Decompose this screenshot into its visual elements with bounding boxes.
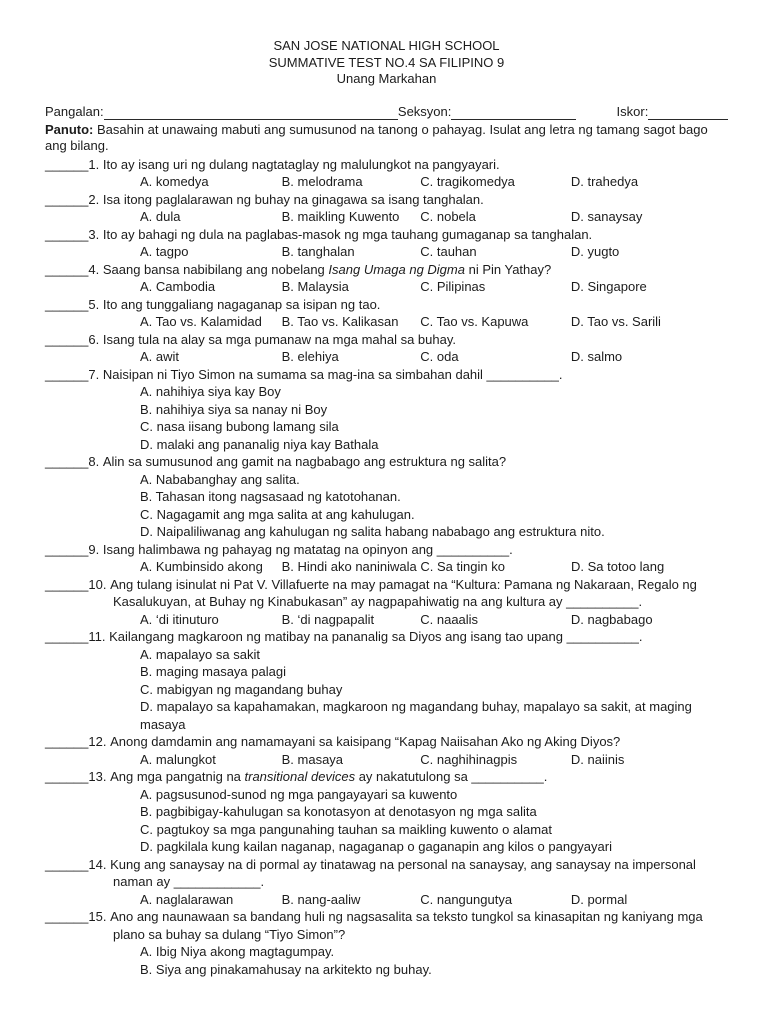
question-number: 2. [88, 191, 103, 207]
question-text: Anong damdamin ang namamayani sa kaisipang “Kapag Naiisahan Ako ng Aking Diyos? [110, 734, 621, 749]
question-text-line [45, 191, 728, 209]
option-d: D. Singapore [570, 279, 647, 294]
option-b: B. Hindi ako naniniwala [281, 559, 417, 574]
option-d: D. trahedya [570, 174, 639, 189]
answer-blank[interactable]: ______ [45, 156, 89, 172]
question-12 [45, 733, 728, 768]
options-row [45, 348, 728, 366]
options-row [45, 208, 728, 226]
option-c: C. Nagagamit ang mga salita at ang kahulugan. [140, 506, 415, 522]
answer-blank[interactable]: ______ [45, 366, 89, 382]
option-d: D. salmo [570, 349, 623, 364]
option-a: A. Nababanghay ang salita. [140, 471, 300, 487]
option-a: A. tagpo [140, 244, 189, 259]
instructions-label: Panuto: [45, 121, 94, 137]
question-number: 5. [88, 296, 103, 312]
question-text: Naisipan ni Tiyo Simon na sumama sa mag-ina sa simbahan dahil __________. [102, 366, 563, 382]
section-label: Seksyon: [397, 103, 452, 119]
question-number: 15. [88, 909, 111, 924]
option-b: B. Siya ang pinakamahusay na arkitekto ng buhay. [140, 961, 432, 977]
answer-blank[interactable]: ______ [45, 909, 89, 924]
name-blank-line[interactable] [104, 107, 398, 120]
option-a: A. awit [140, 349, 180, 364]
document-header [45, 38, 728, 88]
option-c: C. tauhan [420, 244, 477, 259]
section-blank-line[interactable] [451, 107, 575, 120]
options-row [45, 558, 728, 576]
option-c: C. Tao vs. Kapuwa [420, 314, 529, 329]
question-text: Ito ang tunggaliang nagaganap sa isipan ng tao. [102, 296, 381, 312]
school-name: SAN JOSE NATIONAL HIGH SCHOOL [273, 38, 500, 53]
question-5 [45, 296, 728, 331]
question-1 [45, 156, 728, 191]
question-9 [45, 541, 728, 576]
option-c: C. nasa iisang bubong lamang sila [140, 419, 339, 434]
option-d: D. Naipaliliwanag ang kahulugan ng salita habang nababago ang estruktura nito. [140, 524, 605, 539]
option-b: B. Malaysia [281, 279, 349, 294]
options-row [45, 611, 728, 629]
options-row [45, 313, 728, 331]
option-a: A. mapalayo sa sakit [140, 646, 260, 662]
question-text: Ang tulang isinulat ni Pat V. Villafuerte na may pamagat na “Kultura: Pamana ng Nakaraan, Regalo ng Kasalukuyan, at Buhay ng Kinabukasan” ay nagpapahiwatig na ang kultura ay __________. [110, 576, 697, 609]
score-label: Iskor: [616, 103, 649, 119]
answer-blank[interactable]: ______ [45, 769, 89, 784]
question-text: Ano ang naunawaan sa bandang huli ng nagsasalita sa teksto tungkol sa kinasapitan ng kaniyang mga plano sa buhay sa dulang “Tiyo Simon”? [110, 909, 703, 942]
question-6 [45, 331, 728, 366]
option-a: A. Kumbinsido akong [140, 559, 263, 574]
option-a: A. Cambodia [140, 279, 216, 294]
question-text: Saang bansa nabibilang ang nobelang [102, 261, 329, 277]
question-number: 12. [88, 734, 111, 749]
option-a: A. ‘di itinuturo [140, 611, 219, 627]
answer-blank[interactable]: ______ [45, 629, 89, 644]
option-a: A. naglalarawan [140, 891, 234, 907]
options-column [45, 383, 728, 453]
question-8 [45, 453, 728, 541]
question-text: Isang tula na alay sa mga pumanaw na mga mahal sa buhay. [102, 331, 456, 347]
instructions-text: Basahin at unawaing mabuti ang sumusunod na tanong o pahayag. Isulat ang letra ng tamang sagot bago ang bilang. [45, 121, 708, 153]
option-a: A. malungkot [140, 751, 216, 767]
option-b: B. tanghalan [281, 244, 355, 259]
question-text-line [45, 733, 728, 751]
option-c: C. nobela [420, 209, 476, 224]
question-3 [45, 226, 728, 261]
option-b: B. melodrama [281, 174, 363, 189]
question-text: ay nakatutulong sa __________. [355, 769, 548, 784]
options-row [45, 278, 728, 296]
question-number: 7. [88, 366, 103, 382]
question-text-line [45, 541, 728, 559]
option-b: B. masaya [281, 751, 344, 767]
option-b: B. nahihiya siya sa nanay ni Boy [140, 401, 328, 417]
question-14 [45, 856, 728, 909]
question-text-line [45, 296, 728, 314]
question-number: 4. [88, 261, 103, 277]
question-text: Kailangang magkaroon ng matibay na pananalig sa Diyos ang isang tao upang __________. [109, 629, 643, 644]
option-d: D. sanaysay [570, 209, 643, 224]
options-row [45, 243, 728, 261]
question-text: Alin sa sumusunod ang gamit na nagbabago ang estruktura ng salita? [102, 454, 507, 469]
question-number: 10. [88, 576, 111, 592]
option-b: B. maging masaya palagi [140, 664, 286, 679]
option-c: C. Sa tingin ko [420, 559, 505, 574]
option-d: D. malaki ang pananalig niya kay Bathala [140, 436, 379, 452]
option-d: D. pormal [570, 891, 628, 907]
question-number: 11. [88, 629, 110, 644]
question-number: 9. [88, 541, 103, 557]
option-c: C. nangungutya [420, 891, 513, 907]
question-text-line [45, 768, 728, 786]
question-text-line [45, 628, 728, 646]
question-text-line [45, 576, 728, 611]
option-b: B. ‘di nagpapalit [281, 611, 375, 627]
option-d: D. naiinis [570, 751, 625, 767]
question-number: 14. [88, 856, 111, 872]
option-a: A. Tao vs. Kalamidad [140, 314, 262, 329]
question-number: 8. [88, 454, 103, 469]
option-c: C. naaalis [420, 611, 479, 627]
option-c: C. mabigyan ng magandang buhay [140, 681, 343, 697]
question-text-line [45, 908, 728, 943]
option-b: B. pagbibigay-kahulugan sa konotasyon at denotasyon ng mga salita [140, 804, 537, 819]
question-number: 6. [88, 331, 103, 347]
instructions [45, 122, 728, 155]
question-text-italic: Isang Umaga ng Digma [328, 261, 465, 277]
quarter-label: Unang Markahan [336, 71, 437, 86]
answer-blank[interactable]: ______ [45, 331, 89, 347]
question-4 [45, 261, 728, 296]
option-d: D. yugto [570, 244, 620, 259]
question-text-line [45, 856, 728, 891]
question-number: 13. [88, 769, 111, 784]
options-row [45, 751, 728, 769]
option-a: A. dula [140, 209, 181, 224]
answer-blank[interactable]: ______ [45, 296, 89, 312]
question-text: Isang halimbawa ng pahayag ng matatag na opinyon ang __________. [102, 541, 513, 557]
question-10 [45, 576, 728, 629]
question-15 [45, 908, 728, 978]
answer-blank[interactable]: ______ [45, 734, 89, 749]
answer-blank[interactable]: ______ [45, 541, 89, 557]
option-a: A. nahihiya siya kay Boy [140, 384, 281, 399]
name-label: Pangalan: [45, 103, 104, 119]
answer-blank[interactable]: ______ [45, 261, 89, 277]
question-text: Kung ang sanaysay na di pormal ay tinatawag na personal na sanaysay, ang sanaysay na impersonal naman ay ____________. [110, 856, 696, 889]
option-c: C. tragikomedya [420, 174, 515, 189]
option-c: C. pagtukoy sa mga pangunahing tauhan sa maikling kuwento o alamat [140, 821, 552, 837]
question-2 [45, 191, 728, 226]
option-a: A. Ibig Niya akong magtagumpay. [140, 944, 335, 959]
questions [45, 156, 728, 979]
option-c: C. Pilipinas [420, 279, 486, 294]
question-text: Ang mga pangatnig na [110, 769, 245, 784]
question-13 [45, 768, 728, 856]
options-column [45, 646, 728, 734]
question-text-line [45, 156, 728, 174]
option-b: B. maikling Kuwento [281, 209, 400, 224]
option-a: A. komedya [140, 174, 209, 189]
question-text: Isa itong paglalarawan ng buhay na ginagawa sa isang tanghalan. [102, 191, 484, 207]
option-d: D. mapalayo sa kapahamakan, magkaroon ng magandang buhay, mapalayo sa sakit, at maging masaya [140, 699, 692, 732]
answer-blank[interactable]: ______ [45, 856, 89, 872]
question-text: Ito ay bahagi ng dula na paglabas-masok ng mga tauhang gumaganap sa tanghalan. [102, 226, 593, 242]
question-text-line [45, 261, 728, 279]
option-a: A. pagsusunod-sunod ng mga pangayayari sa kuwento [140, 786, 458, 802]
option-b: B. Tao vs. Kalikasan [281, 314, 399, 329]
question-number: 3. [88, 226, 103, 242]
answer-blank[interactable]: ______ [45, 454, 89, 469]
options-column [45, 786, 728, 856]
question-text-line [45, 366, 728, 384]
answer-blank[interactable]: ______ [45, 191, 89, 207]
answer-blank[interactable]: ______ [45, 226, 89, 242]
question-7 [45, 366, 728, 454]
question-text-line [45, 331, 728, 349]
option-d: D. nagbabago [570, 611, 653, 627]
options-row [45, 891, 728, 909]
question-text-line [45, 453, 728, 471]
options-row [45, 173, 728, 191]
student-info-row [45, 104, 728, 120]
answer-blank[interactable]: ______ [45, 576, 89, 592]
question-text: Ito ay isang uri ng dulang nagtataglay ng malulungkot na pangyayari. [102, 156, 500, 172]
option-c: C. oda [420, 349, 459, 364]
option-b: B. Tahasan itong nagsasaad ng katotohanan. [140, 489, 401, 504]
options-column [45, 943, 728, 978]
test-title: SUMMATIVE TEST NO.4 SA FILIPINO 9 [268, 54, 505, 70]
question-text: ni Pin Yathay? [464, 261, 552, 277]
option-b: B. elehiya [281, 349, 339, 364]
score-blank-line[interactable] [648, 107, 728, 120]
options-column [45, 471, 728, 541]
option-d: D. pagkilala kung kailan naganap, nagaganap o gaganapin ang kilos o pangyayari [140, 839, 612, 854]
question-number: 1. [88, 156, 103, 172]
option-d: D. Sa totoo lang [571, 559, 665, 574]
option-c: C. naghihinagpis [420, 751, 518, 767]
question-text-italic: transitional devices [244, 769, 356, 784]
question-text-line [45, 226, 728, 244]
option-b: B. nang-aaliw [281, 891, 361, 907]
option-d: D. Tao vs. Sarili [570, 314, 661, 329]
question-11 [45, 628, 728, 733]
